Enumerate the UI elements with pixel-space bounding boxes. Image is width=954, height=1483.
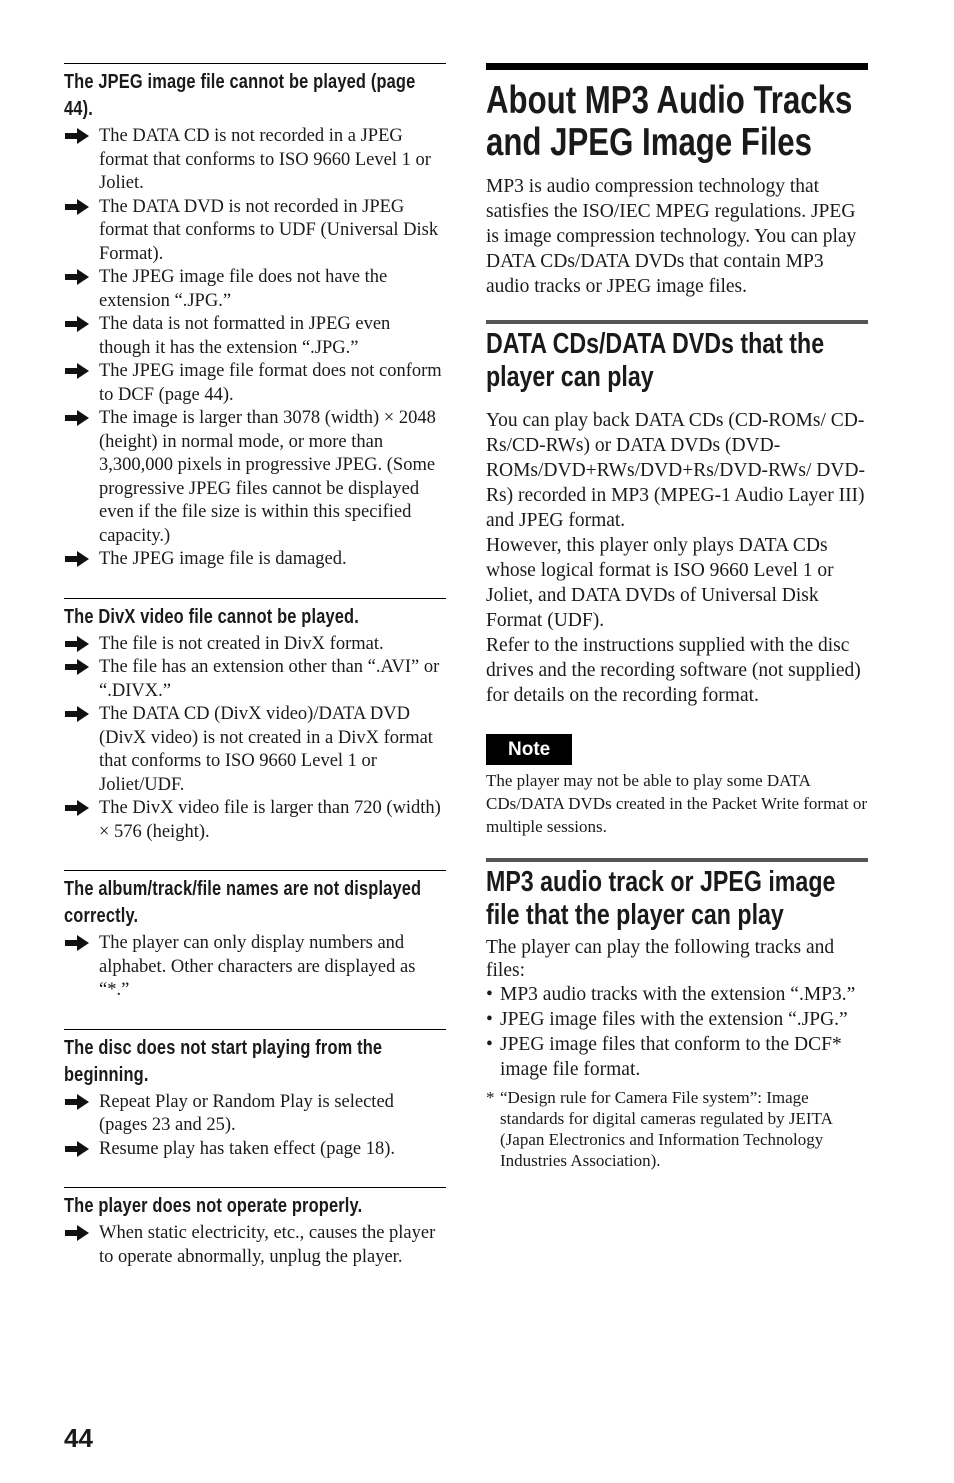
list-item-text: JPEG image files that conform to the DCF* image file format. [500,1034,842,1080]
arrow-right-icon [64,934,90,952]
arrow-right-icon [64,1224,90,1242]
troubleshooting-section [64,1029,446,1162]
solution-list [64,125,446,572]
solution-text: The DATA CD is not recorded in a JPEG format that conforms to ISO 9660 Level 1 or Joliet. [99,126,431,193]
problem-heading: The DivX video file cannot be played. [64,605,359,628]
arrow-right-icon [64,799,90,817]
section-rule [486,320,868,324]
list-item [64,1138,446,1162]
list-item [486,1032,868,1082]
arrow-right-icon [64,705,90,723]
page-title: About MP3 Audio Tracks and JPEG Image Files [486,79,853,164]
arrow-right-icon [64,658,90,676]
solution-text: The DATA CD (DivX video)/DATA DVD (DivX video) is not created in a DivX format that conforms to ISO 9660 Level 1 or Joliet/UDF. [99,704,433,795]
arrow-right-icon [64,1093,90,1111]
footnote-text: “Design rule for Camera File system”: Image standards for digital cameras regulated by JEITA (Japan Electronics and Information Technology Industries Association). [500,1088,832,1170]
note-box [486,734,868,838]
list-item [64,125,446,196]
file-list [486,982,868,1082]
list-item [64,1222,446,1269]
list-item [64,196,446,267]
solution-text: When static electricity, etc., causes the player to operate abnormally, unplug the player. [99,1223,436,1267]
section-title: MP3 audio track or JPEG image file that the player can play [486,866,836,931]
list-item [486,982,868,1007]
arrow-right-icon [64,409,90,427]
section-paragraph: Refer to the instructions supplied with the disc drives and the recording software (not supplied) for details on the recording format. [486,635,861,706]
troubleshooting-section [64,598,446,845]
list-item-text: MP3 audio tracks with the extension “.MP3.” [500,984,856,1005]
solution-text: Resume play has taken effect (page 18). [99,1138,396,1159]
troubleshooting-section [64,63,446,572]
list-item [64,266,446,313]
arrow-right-icon [64,315,90,333]
arrow-right-icon [64,127,90,145]
troubleshooting-section [64,870,446,1003]
page-number: 44 [64,1423,93,1453]
section-paragraph: However, this player only plays DATA CDs whose logical format is ISO 9660 Level 1 or Joliet, and DATA DVDs of Universal Disk Format (UDF). [486,535,834,631]
list-item [64,797,446,844]
solution-text: The DATA DVD is not recorded in JPEG format that conforms to UDF (Universal Disk Format). [99,196,439,264]
list-item [64,548,446,572]
list-item [64,1091,446,1138]
list-item [64,407,446,548]
solution-text: The DivX video file is larger than 720 (width) × 576 (height). [99,798,441,842]
section-playable-files [486,858,868,1171]
footnote-mark: * [486,1088,495,1107]
mp3-jpeg-column [486,63,868,1171]
solution-text: The data is not formatted in JPEG even though it has the extension “.JPG.” [99,314,391,358]
bullet-icon: • [486,984,493,1005]
arrow-right-icon [64,1140,90,1158]
troubleshooting-column [64,63,446,1269]
arrow-right-icon [64,635,90,653]
solution-text: The player can only display numbers and alphabet. Other characters are displayed as “*.” [99,933,416,1000]
problem-heading: The disc does not start playing from the beginning. [64,1036,383,1086]
footnote [486,1087,868,1171]
bullet-icon: • [486,1009,493,1030]
list-item [64,313,446,360]
list-item [64,703,446,797]
solution-list [64,1091,446,1162]
list-item [64,360,446,407]
troubleshooting-sections [64,63,446,1269]
problem-heading: The JPEG image file cannot be played (page 44). [64,71,416,120]
note-label: Note [486,734,572,765]
problem-heading: The album/track/file names are not displayed correctly. [64,878,422,927]
title-rule [486,63,868,70]
arrow-right-icon [64,362,90,380]
section-paragraph: You can play back DATA CDs (CD-ROMs/ CD-Rs/CD-RWs) or DATA DVDs (DVD-ROMs/DVD+RWs/DVD+Rs/DVD-RWs/ DVD-Rs) recorded in MP3 (MPEG-1 Audio Layer III) and JPEG format. [486,410,865,531]
arrow-right-icon [64,268,90,286]
arrow-right-icon [64,550,90,568]
solution-list [64,1222,446,1269]
solution-text: Repeat Play or Random Play is selected (pages 23 and 25). [99,1091,394,1135]
problem-heading: The player does not operate properly. [64,1195,363,1217]
section-rule [486,858,868,862]
solution-text: The JPEG image file format does not conform to DCF (page 44). [99,361,442,405]
list-item-text: JPEG image files with the extension “.JPG.” [500,1009,848,1030]
solution-text: The image is larger than 3078 (width) × 2048 (height) in normal mode, or more than 3,300,000 pixels in progressive JPEG. (Some progressive JPEG files cannot be displayed even if the file size is within this specified capacity.) [99,408,436,546]
solution-list [64,932,446,1003]
solution-list [64,633,446,845]
note-text: The player may not be able to play some DATA CDs/DATA DVDs created in the Packet Write format or multiple sessions. [486,771,867,836]
arrow-right-icon [64,198,90,216]
section-paragraph: The player can play the following tracks and files: [486,937,835,981]
solution-text: The file is not created in DivX format. [99,633,384,654]
solution-text: The file has an extension other than “.AVI” or “.DIVX.” [99,657,440,701]
list-item [486,1007,868,1032]
list-item [64,633,446,657]
troubleshooting-section [64,1187,446,1269]
list-item [64,656,446,703]
solution-text: The JPEG image file is damaged. [99,549,347,569]
solution-text: The JPEG image file does not have the extension “.JPG.” [99,267,388,311]
intro-paragraph: MP3 is audio compression technology that satisfies the ISO/IEC MPEG regulations. JPEG is image compression technology. You can play DATA CDs/DATA DVDs that contain MP3 audio tracks or JPEG image files. [486,176,857,297]
section-title: DATA CDs/DATA DVDs that the player can play [486,328,825,393]
section-data-discs [486,320,868,708]
bullet-icon: • [486,1034,493,1055]
list-item [64,932,446,1003]
